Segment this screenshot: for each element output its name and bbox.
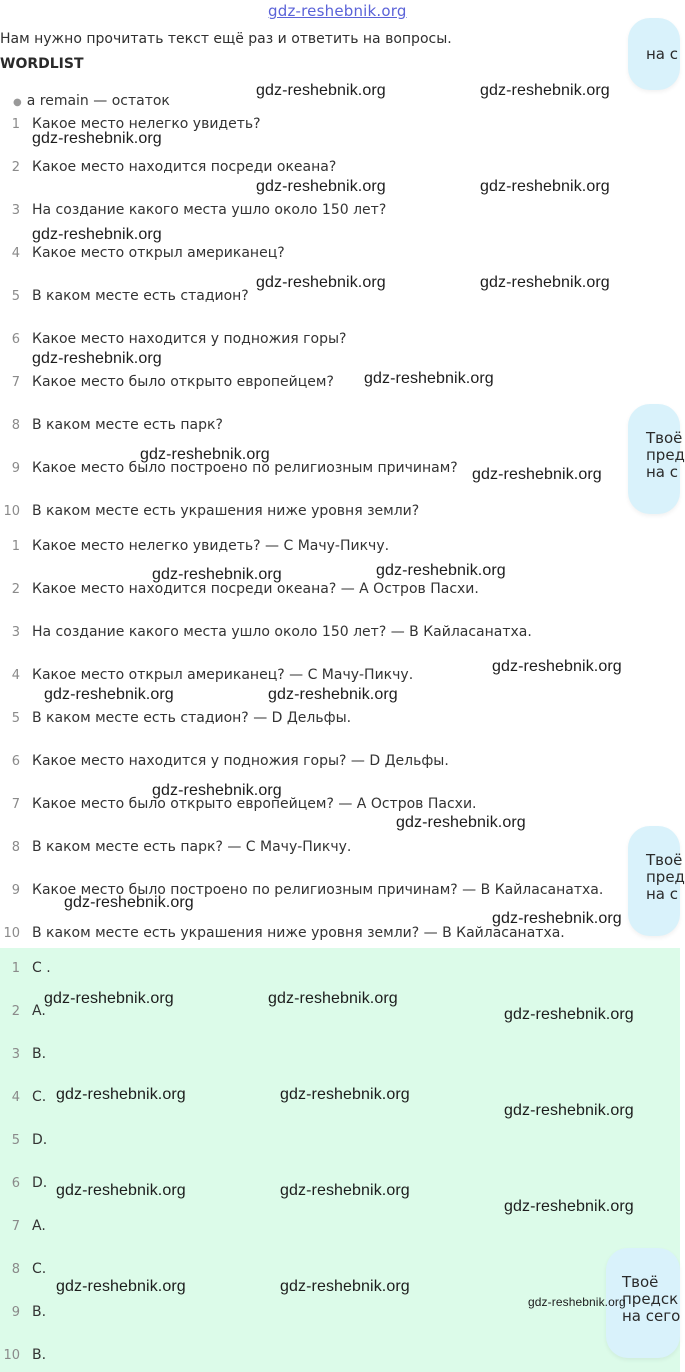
watermark: gdz-reshebnik.org — [32, 350, 162, 367]
watermark: gdz-reshebnik.org — [492, 658, 622, 675]
watermark: gdz-reshebnik.org — [268, 686, 398, 703]
watermark: gdz-reshebnik.org — [256, 82, 386, 99]
promo-text: Твоё — [622, 1273, 659, 1291]
watermark: gdz-reshebnik.org — [152, 782, 282, 799]
watermark: gdz-reshebnik.org — [280, 1278, 410, 1295]
promo-text: Твоё — [646, 429, 683, 447]
intro-text: Нам нужно прочитать текст ещё раз и ответить на вопросы. — [0, 31, 452, 47]
promo-bubble[interactable] — [628, 404, 685, 514]
watermark: gdz-reshebnik.org — [504, 1006, 634, 1023]
watermark: gdz-reshebnik.org — [64, 894, 194, 911]
watermark: gdz-reshebnik.org — [280, 1182, 410, 1199]
watermark: gdz-reshebnik.org — [504, 1198, 634, 1215]
watermark: gdz-reshebnik.org — [504, 1102, 634, 1119]
watermark: gdz-reshebnik.org — [44, 990, 174, 1007]
promo-text: на с — [646, 463, 679, 481]
promo-text: Твоё — [646, 851, 683, 869]
watermark: gdz-reshebnik.org — [492, 910, 622, 927]
promo-text: пред — [646, 868, 685, 886]
watermark: gdz-reshebnik.org — [32, 130, 162, 147]
watermark: gdz-reshebnik.org — [268, 990, 398, 1007]
promo-text: на с — [646, 45, 679, 63]
wordlist-title: WORDLIST — [0, 56, 84, 72]
wordlist-item-text: a remain — остаток — [26, 93, 170, 109]
promo-text: на сего — [622, 1307, 681, 1325]
promo-bubble[interactable] — [628, 18, 680, 90]
watermark: gdz-reshebnik.org — [32, 226, 162, 243]
watermark: gdz-reshebnik.org — [56, 1278, 186, 1295]
watermark: gdz-reshebnik.org — [140, 446, 270, 463]
watermark: gdz-reshebnik.org — [480, 82, 610, 99]
watermark: gdz-reshebnik.org — [56, 1086, 186, 1103]
watermark: gdz-reshebnik.org — [44, 686, 174, 703]
promo-text: пред — [646, 446, 685, 464]
wordlist-item — [13, 93, 170, 109]
bullet-icon: ● — [13, 97, 22, 108]
watermark: gdz-reshebnik.org — [56, 1182, 186, 1199]
watermark: gdz-reshebnik.org — [364, 370, 494, 387]
watermark: gdz-reshebnik.org — [396, 814, 526, 831]
watermark: gdz-reshebnik.org — [472, 466, 602, 483]
watermark: gdz-reshebnik.org — [280, 1086, 410, 1103]
watermark: gdz-reshebnik.org — [480, 178, 610, 195]
watermark: gdz-reshebnik.org — [376, 562, 506, 579]
watermark: gdz-reshebnik.org — [528, 1295, 626, 1309]
watermark: gdz-reshebnik.org — [256, 274, 386, 291]
watermark: gdz-reshebnik.org — [480, 274, 610, 291]
watermark: gdz-reshebnik.org — [152, 566, 282, 583]
promo-text: предск — [622, 1290, 679, 1308]
watermark: gdz-reshebnik.org — [256, 178, 386, 195]
promo-text: на с — [646, 885, 679, 903]
site-header-link[interactable]: gdz-reshebnik.org — [268, 2, 407, 20]
promo-bubble[interactable] — [628, 826, 685, 936]
